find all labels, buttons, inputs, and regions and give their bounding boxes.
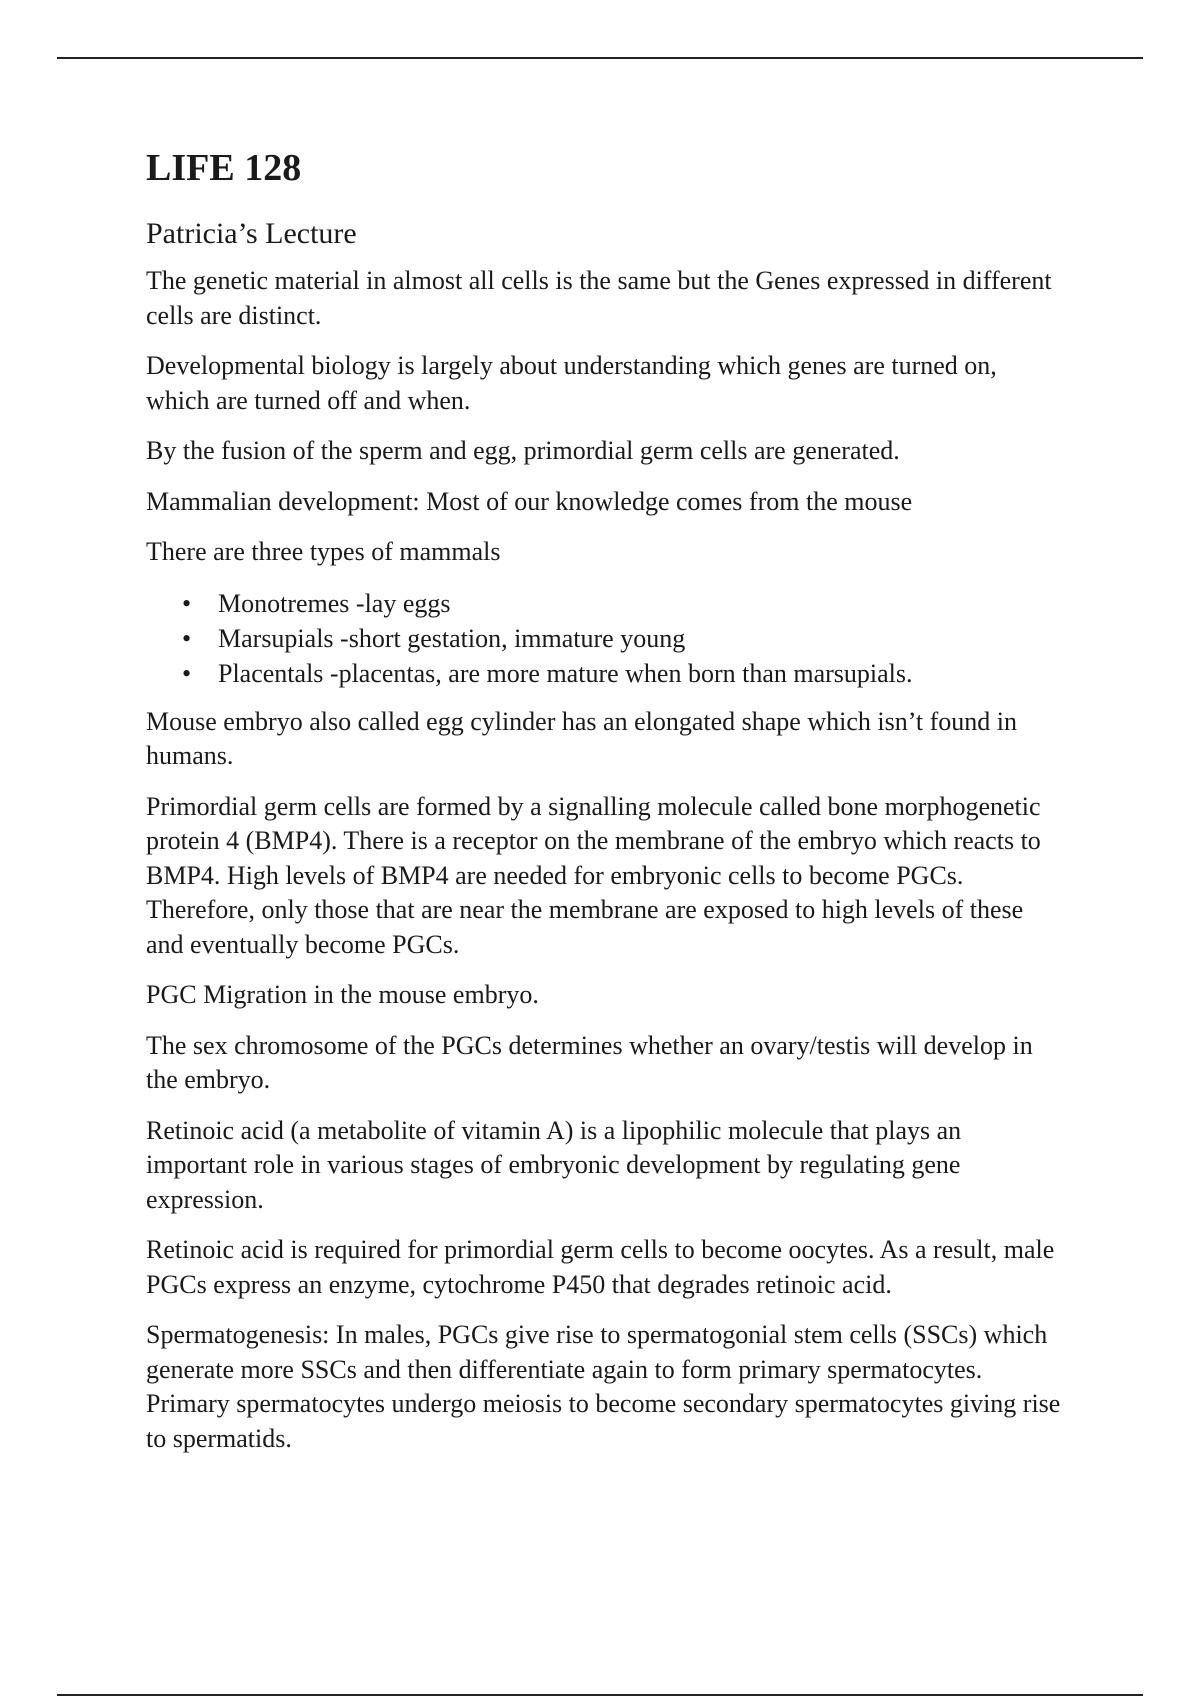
- paragraph-mammalian-development: Mammalian development: Most of our knowledge comes from the mouse: [146, 486, 913, 516]
- bullet-icon: •: [182, 623, 192, 653]
- paragraph-genetic-material: The genetic material in almost all cells is the same but the Genes expressed in different cells are distinct.: [146, 266, 1052, 330]
- footer-rule: [57, 1694, 1143, 1696]
- header-rule: [57, 57, 1143, 59]
- document-title: LIFE 128: [146, 147, 302, 189]
- mammal-types-list: [146, 586, 1066, 691]
- list-item-text: Placentals -placentas, are more mature when born than marsupials.: [218, 658, 913, 688]
- list-item-text: Monotremes -lay eggs: [218, 588, 451, 618]
- paragraph-retinoic-acid-oocytes: Retinoic acid is required for primordial germ cells to become oocytes. As a result, male PGCs express an enzyme, cytochrome P450 that degrades retinoic acid.: [146, 1235, 1055, 1299]
- paragraph-sex-chromosome: The sex chromosome of the PGCs determines whether an ovary/testis will develop in the embryo.: [146, 1030, 1033, 1094]
- list-item-text: Marsupials -short gestation, immature young: [218, 623, 686, 653]
- paragraph-retinoic-acid: Retinoic acid (a metabolite of vitamin A) is a lipophilic molecule that plays an important role in various stages of embryonic development by regulating gene expression.: [146, 1115, 962, 1214]
- paragraph-developmental-biology: Developmental biology is largely about understanding which genes are turned on, which are turned off and when.: [146, 351, 997, 415]
- paragraph-three-types: There are three types of mammals: [146, 537, 501, 566]
- paragraph-egg-cylinder: Mouse embryo also called egg cylinder has an elongated shape which isn’t found in humans.: [146, 706, 1018, 770]
- paragraph-pgc-migration: PGC Migration in the mouse embryo.: [146, 980, 539, 1009]
- list-item: [146, 586, 1066, 621]
- document-subtitle: Patricia’s Lecture: [146, 217, 357, 250]
- list-item: [146, 621, 1066, 656]
- paragraph-bmp4: Primordial germ cells are formed by a signalling molecule called bone morphogenetic protein 4 (BMP4). There is a receptor on the membrane of the embryo which reacts to BMP4. High levels of BMP4 are needed for embryonic cells to become PGCs. Therefore, only those that are near the membrane are exposed to high levels of these and eventually become PGCs.: [146, 791, 1041, 959]
- paragraph-fusion: By the fusion of the sperm and egg, primordial germ cells are generated.: [146, 436, 900, 465]
- paragraph-spermatogenesis: Spermatogenesis: In males, PGCs give rise to spermatogonial stem cells (SSCs) which generate more SSCs and then differentiate again to form primary spermatocytes. Primary spermatocytes undergo meiosis to become secondary spermatocytes giving rise to spermatids.: [146, 1320, 1061, 1453]
- bullet-icon: •: [182, 588, 192, 618]
- list-item: [146, 656, 1066, 691]
- document-body: [146, 142, 1066, 1472]
- bullet-icon: •: [182, 658, 192, 688]
